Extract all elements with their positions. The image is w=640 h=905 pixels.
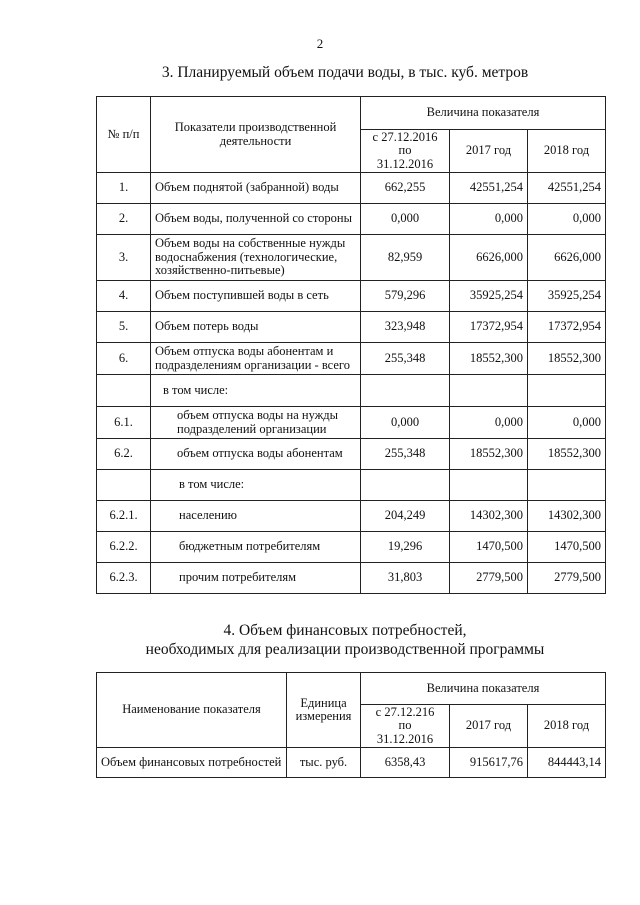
row-2018-value — [528, 375, 606, 407]
row-label: в том числе: — [151, 375, 361, 407]
row-2018-value: 2779,500 — [528, 563, 606, 594]
row-2017-value: 1470,500 — [450, 532, 528, 563]
row-2018-value: 0,000 — [528, 407, 606, 439]
row-label: в том числе: — [151, 470, 361, 501]
row-label: Объем потерь воды — [151, 312, 361, 343]
header-indicator: Показатели производственной деятельности — [151, 97, 361, 173]
row-label: бюджетным потребителям — [151, 532, 361, 563]
row-num: 6.1. — [97, 407, 151, 439]
row-label: Объем отпуска воды абонентам и подразделениям организации - всего — [151, 343, 361, 375]
row-2017-value — [450, 470, 528, 501]
row-label: Объем поднятой (забранной) воды — [151, 173, 361, 204]
header-num: № п/п — [97, 97, 151, 173]
row-num: 6.2. — [97, 439, 151, 470]
table-row — [97, 532, 606, 563]
row-period-value — [361, 375, 450, 407]
section4-title — [0, 621, 640, 659]
fin-header-2017: 2017 год — [450, 705, 528, 748]
table-row — [97, 407, 606, 439]
table-row — [97, 439, 606, 470]
fin-row-2017-value: 915617,76 — [450, 748, 528, 778]
fin-header-value-group: Величина показателя — [361, 673, 606, 705]
row-2018-value: 18552,300 — [528, 439, 606, 470]
fin-header-unit: Единица измерения — [287, 673, 361, 748]
table-row — [97, 235, 606, 281]
header-2018: 2018 год — [528, 130, 606, 173]
header-period: с 27.12.2016 по 31.12.2016 — [361, 130, 450, 173]
fin-header-2018: 2018 год — [528, 705, 606, 748]
fin-header-period: с 27.12.216 по 31.12.2016 — [361, 705, 450, 748]
row-2018-value: 6626,000 — [528, 235, 606, 281]
row-num: 6. — [97, 343, 151, 375]
row-period-value: 579,296 — [361, 281, 450, 312]
table-row — [97, 375, 606, 407]
table-row — [97, 281, 606, 312]
table-row — [97, 312, 606, 343]
row-2018-value: 18552,300 — [528, 343, 606, 375]
header-2017: 2017 год — [450, 130, 528, 173]
row-num: 6.2.1. — [97, 501, 151, 532]
row-num: 1. — [97, 173, 151, 204]
table-row — [97, 563, 606, 594]
row-period-value: 255,348 — [361, 343, 450, 375]
water-supply-table — [96, 96, 606, 594]
row-period-value: 323,948 — [361, 312, 450, 343]
fin-row-period-value: 6358,43 — [361, 748, 450, 778]
row-period-value: 31,803 — [361, 563, 450, 594]
row-num: 2. — [97, 204, 151, 235]
table-row — [97, 173, 606, 204]
row-2017-value: 18552,300 — [450, 439, 528, 470]
row-2017-value: 17372,954 — [450, 312, 528, 343]
row-2018-value: 14302,300 — [528, 501, 606, 532]
row-2017-value: 42551,254 — [450, 173, 528, 204]
row-num: 6.2.3. — [97, 563, 151, 594]
section4-title-line1: 4. Объем финансовых потребностей, — [223, 622, 467, 639]
row-2017-value: 35925,254 — [450, 281, 528, 312]
row-2018-value: 1470,500 — [528, 532, 606, 563]
row-2017-value: 0,000 — [450, 204, 528, 235]
row-label: Объем воды на собственные нужды водоснабжения (технологические, хозяйственно-питьевые) — [151, 235, 361, 281]
row-2018-value — [528, 470, 606, 501]
row-period-value: 82,959 — [361, 235, 450, 281]
table-row — [97, 470, 606, 501]
row-num: 4. — [97, 281, 151, 312]
section3-title: 3. Планируемый объем подачи воды, в тыс. куб. метров — [161, 64, 529, 81]
row-period-value — [361, 470, 450, 501]
row-label: объем отпуска воды абонентам — [151, 439, 361, 470]
row-period-value: 255,348 — [361, 439, 450, 470]
fin-row-2018-value: 844443,14 — [528, 748, 606, 778]
row-period-value: 0,000 — [361, 204, 450, 235]
row-2018-value: 35925,254 — [528, 281, 606, 312]
row-label: Объем воды, полученной со стороны — [151, 204, 361, 235]
row-2018-value: 0,000 — [528, 204, 606, 235]
row-2017-value: 6626,000 — [450, 235, 528, 281]
row-label: населению — [151, 501, 361, 532]
row-period-value: 662,255 — [361, 173, 450, 204]
table-row — [97, 343, 606, 375]
row-num — [97, 375, 151, 407]
table-row — [97, 204, 606, 235]
table-row — [97, 501, 606, 532]
row-2018-value: 42551,254 — [528, 173, 606, 204]
row-num: 6.2.2. — [97, 532, 151, 563]
row-num: 3. — [97, 235, 151, 281]
page-number: 2 — [316, 36, 324, 51]
header-value-group: Величина показателя — [361, 97, 606, 130]
row-period-value: 0,000 — [361, 407, 450, 439]
row-label: Объем поступившей воды в сеть — [151, 281, 361, 312]
row-period-value: 19,296 — [361, 532, 450, 563]
fin-header-name: Наименование показателя — [97, 673, 287, 748]
row-2017-value — [450, 375, 528, 407]
row-2017-value: 18552,300 — [450, 343, 528, 375]
fin-row-unit: тыс. руб. — [287, 748, 361, 778]
fin-row-label: Объем финансовых потребностей — [97, 748, 287, 778]
financial-needs-table — [96, 672, 606, 778]
row-2017-value: 2779,500 — [450, 563, 528, 594]
row-2017-value: 0,000 — [450, 407, 528, 439]
section4-title-line2: необходимых для реализации производственной программы — [145, 641, 545, 658]
row-num — [97, 470, 151, 501]
row-label: объем отпуска воды на нужды подразделений организации — [151, 407, 361, 439]
row-num: 5. — [97, 312, 151, 343]
row-2018-value: 17372,954 — [528, 312, 606, 343]
row-period-value: 204,249 — [361, 501, 450, 532]
row-2017-value: 14302,300 — [450, 501, 528, 532]
row-label: прочим потребителям — [151, 563, 361, 594]
